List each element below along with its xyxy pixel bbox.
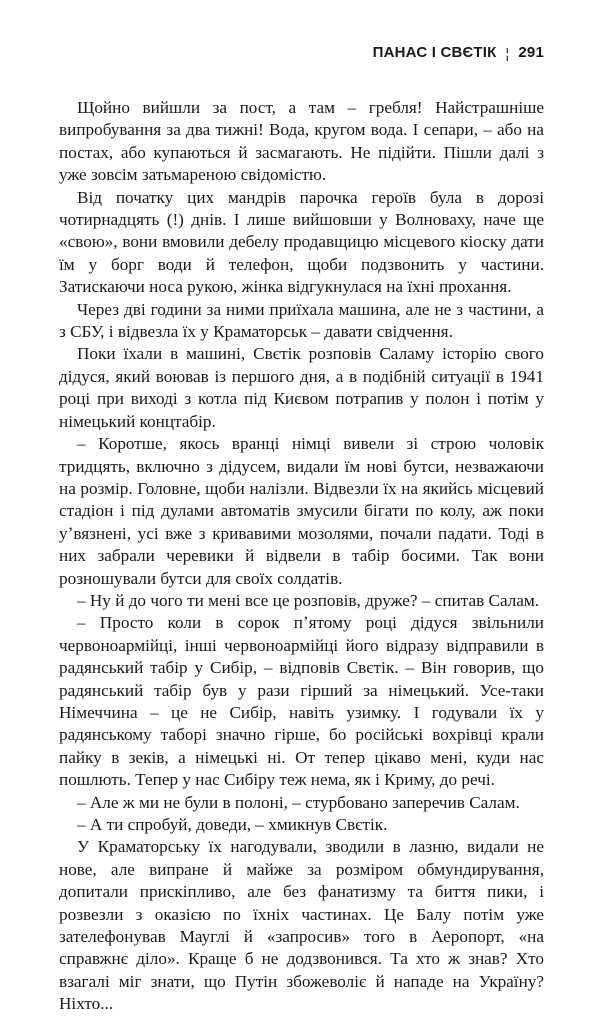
paragraph: Щойно вийшли за пост, а там – гребля! Найстрашніше випробування за два тижні! Вода, кругом вода. І сепари, – або на постах, або купаються й засмагають. Не підійти. Пішли далі з уже зовсім затьмареною свідомістю. bbox=[59, 98, 544, 185]
page-body bbox=[59, 97, 544, 1016]
running-header bbox=[373, 44, 544, 61]
paragraph: Поки їхали в машині, Свєтік розповів Саламу історію свого дідуся, який воював із першого дня, а в подібній ситуації в 1941 році при виході з котла під Києвом потрапив у полон і потім у німецький концтабір. bbox=[59, 344, 544, 431]
paragraph: – Просто коли в сорок пʼятому році дідуся звільнили червоноармійці, інші червоноармійці його відразу відправили в радянський табір у Сибір, – відповів Свєтік. – Він говорив, що радянський табір був у рази гірший за німецький. Усе-таки Німеччина – це не Сибір, навіть узимку. І годували їх у радянському таборі значно гірше, бо російські вохрівці крали пайку в зеків, а німецькі ні. От тепер цікаво мені, куди нас пошлють. Тепер у нас Сибіру теж нема, як і Криму, до речі. bbox=[59, 613, 544, 790]
paragraph: – Але ж ми не були в полоні, – стурбовано заперечив Салам. bbox=[77, 792, 520, 812]
running-title: ПАНАС І СВЄТІК bbox=[372, 44, 497, 61]
page-number: 291 bbox=[518, 44, 544, 61]
header-separator: ¦ bbox=[505, 44, 510, 61]
paragraph: – А ти спробуй, доведи, – хмикнув Свєтік. bbox=[77, 815, 388, 834]
paragraph: – Ну й до чого ти мені все це розповів, друже? – спитав Салам. bbox=[77, 590, 540, 610]
paragraph: У Краматорську їх нагодували, зводили в лазню, видали не нове, але випране й майже за розміром обмундирування, допитали прискіпливо, але без фанатизму та биття пики, і розвезли з оказією по їхніх частинах. Це Балу потім уже зателефонував Мауглі й «запросив» того в Аеропорт, «на справжнє діло». Краще б не додзвонився. Та хто ж знав? Хто взагалі міг знати, що Путін збожеволіє й нападе на Україну? Ніхто... bbox=[59, 837, 544, 1014]
paragraph: Через дві години за ними приїхала машина, але не з частини, а з СБУ, і відвезла їх у Краматорськ – давати свідчення. bbox=[59, 299, 544, 342]
paragraph: – Коротше, якось вранці німці вивели зі строю чоловік тридцять, включно з дідусем, видали їм нові бутси, незважаючи на розмір. Головне, щоби налізли. Відвезли їх на якийсь місцевий стадіон і під дулами автоматів змусили бігати по колу, аж поки уʼвязнені, усі вже з кривавими мозолями, почали падати. Тоді в них забрали черевики й відвели в табір босими. Так вони розношували бутси для своїх солдатів. bbox=[59, 434, 544, 588]
paragraph: Від початку цих мандрів парочка героїв була в дорозі чотирнадцять (!) днів. І лише вийшовши у Волноваху, наче ще «свою», вони вмовили дебелу продавщицю місцевого кіоску дати їм у борг води й телефон, щоби подзвонить у частини. Затискаючи носа рукою, жінка відгукнулася на їхні прохання. bbox=[59, 187, 544, 297]
